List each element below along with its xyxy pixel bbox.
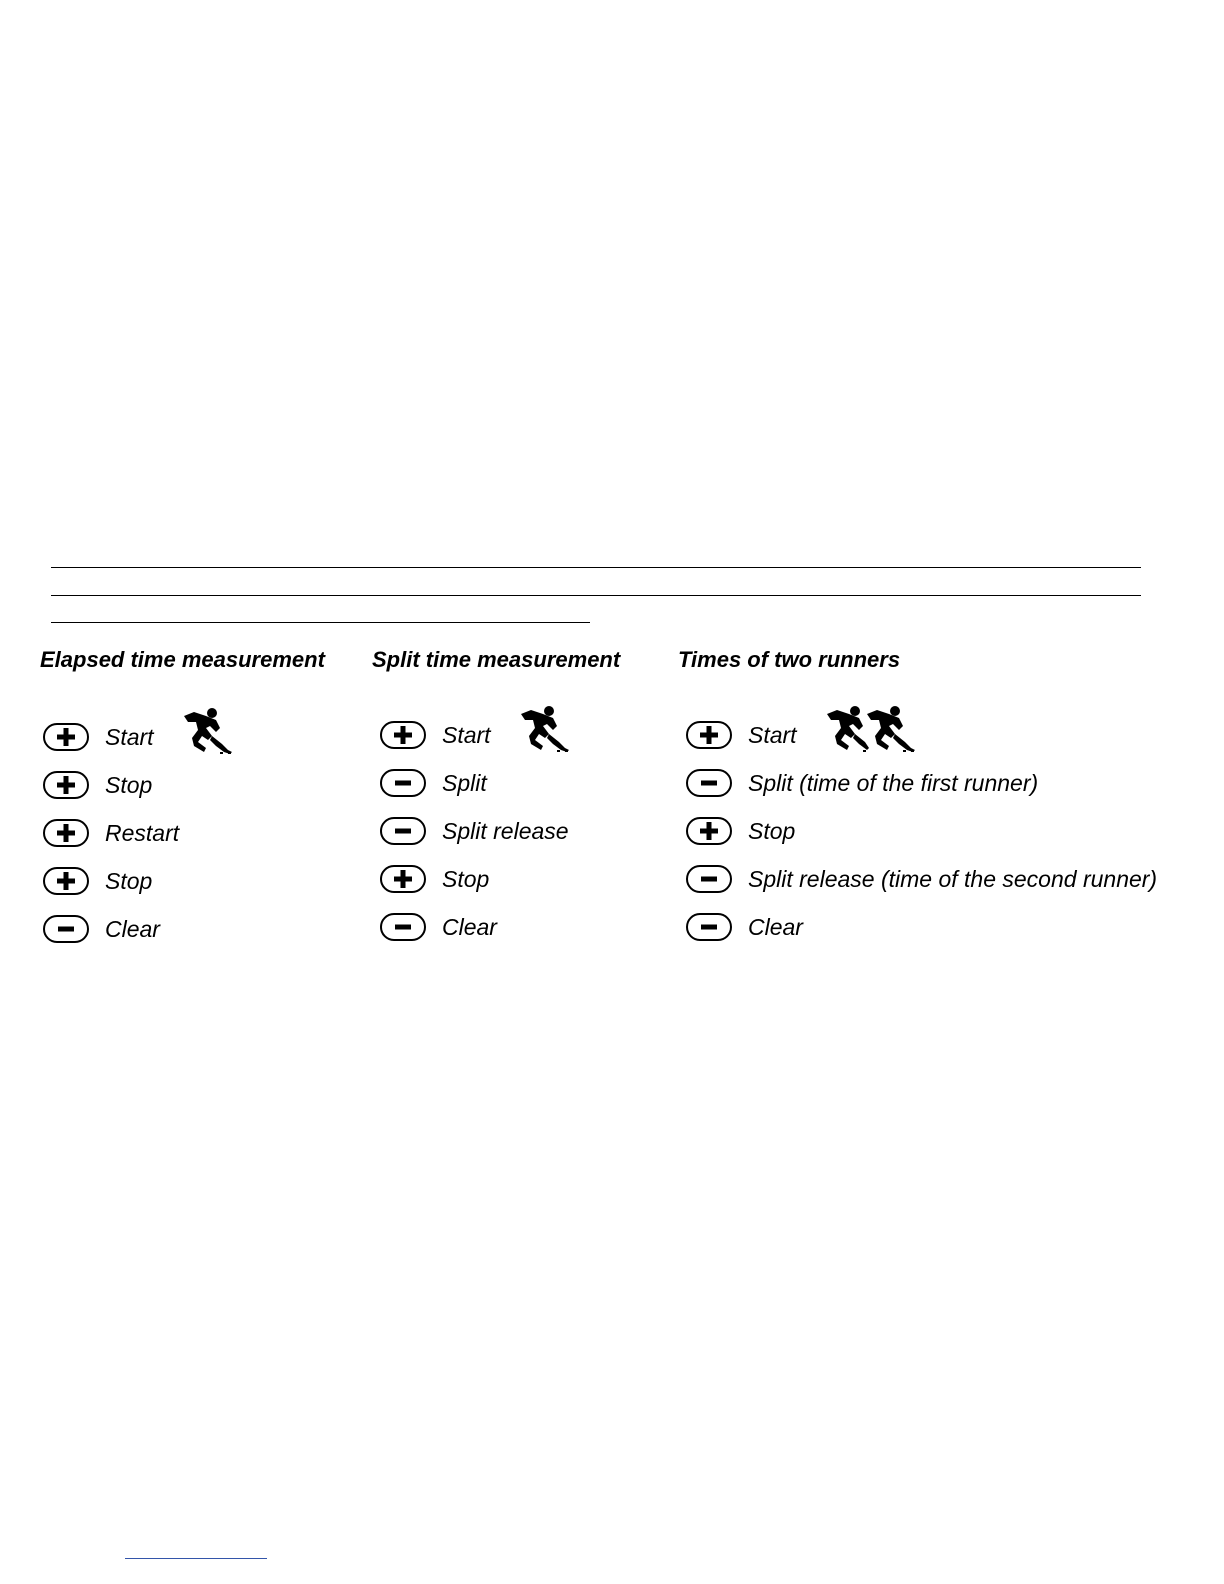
column-title: Elapsed time measurement <box>40 647 325 672</box>
blank-line-1 <box>51 567 1141 568</box>
step-item <box>380 903 628 951</box>
step-item <box>43 905 328 953</box>
step-label: Stop <box>442 865 490 892</box>
step-item <box>43 761 328 809</box>
step-item <box>43 713 328 761</box>
step-label: Split release (time of the second runner) <box>748 865 1158 892</box>
step-label: Split (time of the first runner) <box>748 769 1039 796</box>
step-list <box>686 711 1157 951</box>
step-item <box>380 711 628 759</box>
step-list <box>380 711 628 951</box>
minus-key-icon <box>686 865 732 893</box>
step-label: Split release <box>442 817 569 844</box>
runner-icon <box>176 706 236 754</box>
column-split-time <box>372 645 620 951</box>
runner-icon <box>513 704 573 752</box>
step-label: Split <box>442 769 487 796</box>
step-label: Clear <box>748 913 803 940</box>
minus-key-icon <box>380 769 426 797</box>
plus-key-icon <box>380 865 426 893</box>
step-label: Stop <box>105 867 153 894</box>
step-item <box>686 903 1157 951</box>
step-item <box>380 759 628 807</box>
column-title: Split time measurement <box>372 647 621 672</box>
minus-key-icon <box>43 915 89 943</box>
step-label: Start <box>105 723 154 750</box>
step-label: Start <box>748 721 797 748</box>
step-item <box>43 809 328 857</box>
blank-line-3 <box>51 622 590 623</box>
two-runners-icon <box>819 704 919 752</box>
plus-key-icon <box>43 723 89 751</box>
minus-key-icon <box>380 817 426 845</box>
step-label: Clear <box>442 913 497 940</box>
step-item <box>686 855 1157 903</box>
step-label: Restart <box>105 819 180 846</box>
minus-key-icon <box>686 913 732 941</box>
minus-key-icon <box>380 913 426 941</box>
column-two-runners <box>678 645 1158 951</box>
minus-key-icon <box>686 769 732 797</box>
plus-key-icon <box>43 867 89 895</box>
blank-line-2 <box>51 595 1141 596</box>
step-list <box>43 713 328 953</box>
plus-key-icon <box>43 771 89 799</box>
column-elapsed-time <box>40 645 325 953</box>
plus-key-icon <box>686 721 732 749</box>
plus-key-icon <box>686 817 732 845</box>
step-label: Clear <box>105 915 160 942</box>
step-label: Stop <box>748 817 796 844</box>
step-item <box>686 807 1157 855</box>
footer-line <box>125 1558 267 1559</box>
step-label: Start <box>442 721 491 748</box>
plus-key-icon <box>43 819 89 847</box>
step-item <box>43 857 328 905</box>
step-item <box>686 711 1157 759</box>
step-item <box>380 807 628 855</box>
step-label: Stop <box>105 771 153 798</box>
step-item <box>686 759 1157 807</box>
plus-key-icon <box>380 721 426 749</box>
column-title: Times of two runners <box>678 647 901 672</box>
step-item <box>380 855 628 903</box>
